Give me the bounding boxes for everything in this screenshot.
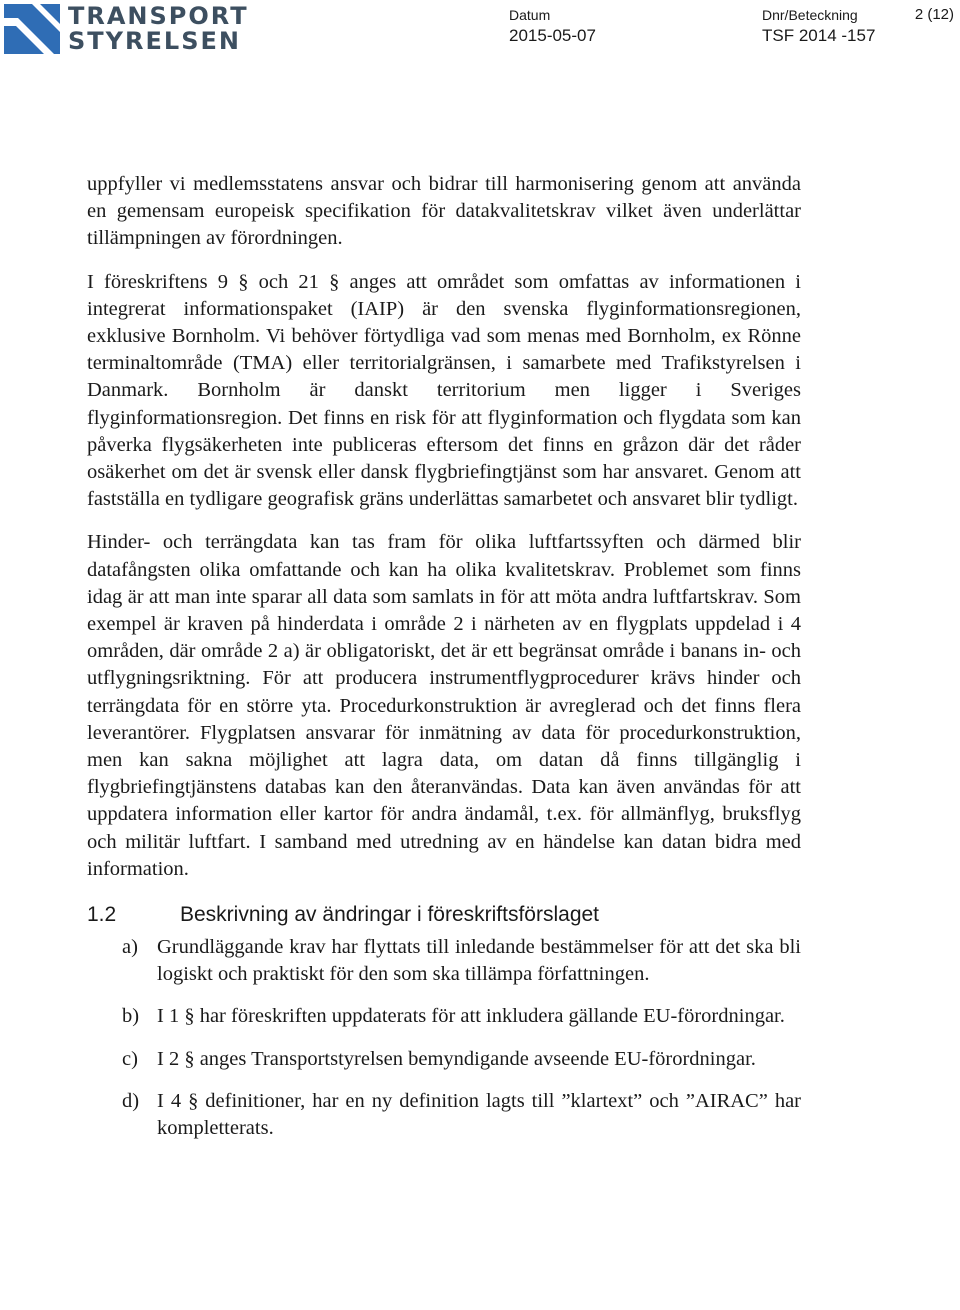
date-label: Datum (509, 7, 551, 23)
list-item (87, 1046, 801, 1073)
section-heading (87, 901, 801, 928)
change-list (87, 934, 801, 1142)
list-marker: b) (122, 1005, 140, 1028)
list-marker: c) (122, 1047, 138, 1070)
page-number: 2 (12) (914, 6, 954, 23)
paragraph-1: uppfyller vi medlemsstatens ansvar och bidrar till harmonisering genom att använda en gemensam europeisk specifikation för datakvalitetskrav vilket även underlättar tillämpningen av förordningen. (87, 173, 801, 250)
list-item (87, 934, 801, 988)
document-body (87, 171, 801, 1157)
list-text: I 2 § anges Transportstyrelsen bemyndigande avseende EU-förordningar. (157, 1047, 756, 1070)
transportstyrelsen-logo (4, 2, 249, 55)
paragraph-2: I föreskriftens 9 § och 21 § anges att området som omfattas av informationen i integrerat informationspaket (IAIP) är den svenska flyginformationsregionen, exklusive Bornholm. Vi behöver förtydliga vad som menas med Bornholm, ex Rönne terminaltområde (TMA) eller territorialgränsen, i samarbete med Trafikstyrelsen i Danmark. Bornholm är danskt territorium men ligger i Sveriges flyginformationsregion. Det finns en risk för att flyginformation och flygdata som kan påverka flygsäkerheten inte publiceras eftersom det finns en gråzon där det råder osäkerhet om det är svensk eller dansk flygbriefingtjänst som har ansvaret. Genom att fastställa en tydligare geografisk gräns underlättas samarbetet och ansvaret blir tydligt. (87, 270, 801, 511)
list-text: I 1 § har föreskriften uppdaterats för att inkludera gällande EU-förordningar. (157, 1005, 785, 1028)
paragraph-3: Hinder- och terrängdata kan tas fram för olika luftfartssyften och därmed blir datafångsten olika omfattande och kan ha olika kvalitetskrav. Problemet som finns idag är att man inte sparar all data som samlats in för att möta andra luftfartskrav. Som exempel är kraven på hinderdata i område 2 i närheten av en flygplats uppdelad i 4 områden, där område 2 a) är obligatoriskt, det är ett begränsat område i banans in- och utflygningsriktning. För att producera instrumentflygprocedurer krävs hinder och terrängdata för en större yta. Procedurkonstruktion är avreglerad och det finns flera leverantörer. Flygplatsen ansvarar för inmätning av data för procedurkonstruktion, men kan sakna möjlighet att lagra data, om datan då finns tillgänglig i flygbriefingtjänstens databas kan den återanvändas. Data kan även användas för att uppdatera information eller kartor för andra ändamål, t.ex. för allmänflyg, bruksflyg och militär luftfart. I samband med utredning av en händelse kan datan bidra med information. (87, 531, 801, 880)
section-number: 1.2 (87, 903, 117, 927)
list-item (87, 1003, 801, 1030)
list-text: I 4 § definitioner, har en ny definition lagts till ”klartext” och ”AIRAC” har kompletterats. (157, 1089, 801, 1140)
logo-mark-icon (4, 4, 60, 54)
date-value: 2015-05-07 (509, 26, 596, 45)
logo-wordmark (68, 4, 249, 54)
reference-label: Dnr/Beteckning (762, 7, 858, 23)
list-marker: a) (122, 936, 138, 959)
reference-value: TSF 2014 -157 (762, 26, 876, 45)
section-title: Beskrivning av ändringar i föreskriftsförslaget (180, 903, 600, 927)
list-text: Grundläggande krav har flyttats till inledande bestämmelser för att det ska bli logiskt och praktiskt för den som ska tillämpa författningen. (157, 936, 801, 986)
logo-line-1: TRANSPORT (68, 2, 249, 30)
logo-line-2: STYRELSEN (68, 27, 241, 55)
list-item (87, 1088, 801, 1142)
page-header (0, 0, 960, 60)
list-marker: d) (122, 1089, 140, 1112)
